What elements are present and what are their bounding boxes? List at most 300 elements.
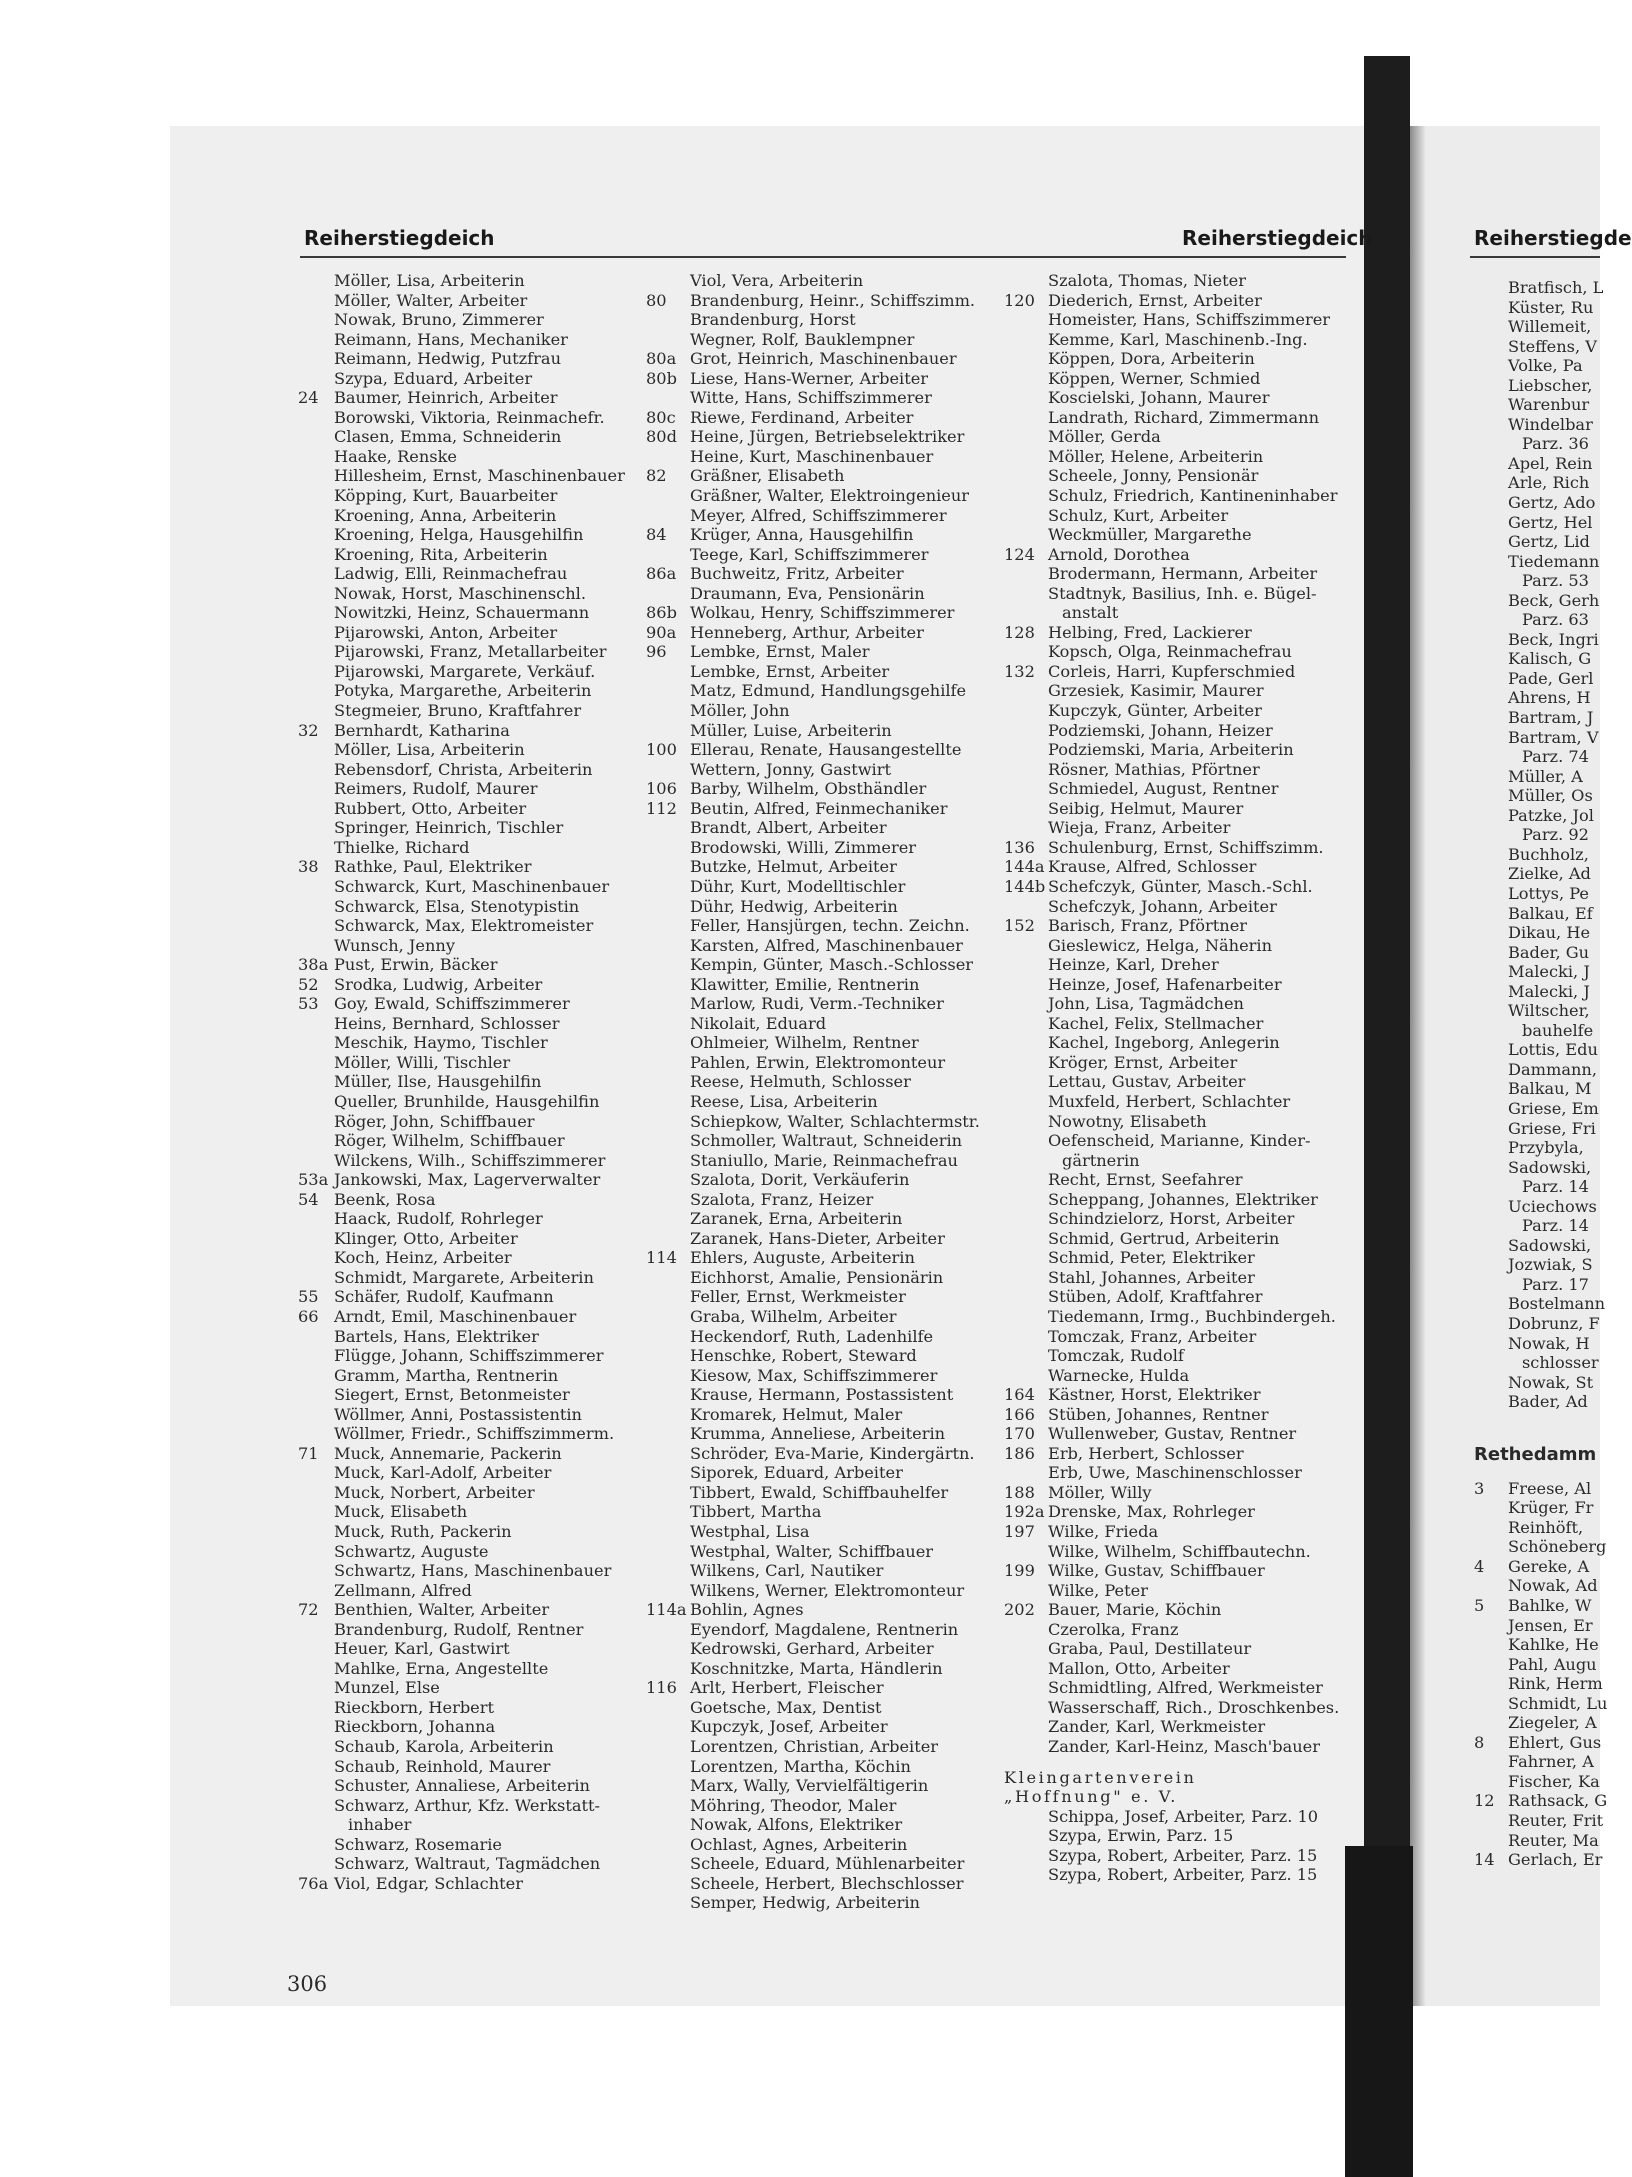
entry-text: Nowak, St — [1508, 1372, 1594, 1392]
entry-text: Arndt, Emil, Maschinenbauer — [334, 1306, 577, 1326]
entry-text: Lottys, Pe — [1508, 883, 1589, 903]
entry-text: Muck, Elisabeth — [334, 1502, 468, 1522]
entry-text: Schefczyk, Johann, Arbeiter — [1048, 896, 1277, 916]
entry-text: Oefenscheid, Marianne, Kinder- — [1048, 1131, 1311, 1151]
entry-text: Borowski, Viktoria, Reinmachefr. — [334, 407, 605, 427]
directory-entry — [1474, 1294, 1606, 1314]
entry-text: Schulz, Kurt, Arbeiter — [1048, 505, 1229, 525]
entry-text: Küster, Ru — [1508, 297, 1594, 317]
entry-text: Heinze, Karl, Dreher — [1048, 955, 1219, 975]
entry-text: Zander, Karl, Werkmeister — [1048, 1717, 1266, 1737]
entry-text: Szalota, Thomas, Nieter — [1048, 271, 1246, 290]
entry-text: Jensen, Er — [1508, 1615, 1593, 1635]
spacer — [1474, 1412, 1596, 1423]
book-spine-lower — [1345, 1846, 1413, 2177]
entry-text: Schwarck, Elsa, Stenotypistin — [334, 896, 580, 916]
entry-text: Viol, Vera, Arbeiterin — [690, 271, 864, 290]
entry-text: Muck, Karl-Adolf, Arbeiter — [334, 1463, 552, 1483]
entry-text: Rathsack, G — [1508, 1791, 1608, 1811]
entry-text: Beck, Ingri — [1508, 629, 1599, 649]
entry-text: Nowak, Bruno, Zimmerer — [334, 310, 544, 330]
directory-entry — [1474, 493, 1596, 513]
entry-text: Arle, Rich — [1508, 473, 1590, 493]
entry-text: Krüger, Anna, Hausgehilfin — [690, 525, 914, 545]
entry-text: Gertz, Ado — [1508, 493, 1596, 513]
entry-text: Bader, Gu — [1508, 942, 1590, 962]
entry-text: Kahlke, He — [1508, 1635, 1599, 1655]
entry-text: Dühr, Kurt, Modelltischler — [690, 876, 906, 896]
house-number: 96 — [646, 642, 667, 662]
directory-entry — [1474, 1098, 1599, 1119]
running-header-right: Reiherstiegdeich — [1182, 226, 1373, 250]
entry-text: Szypa, Eduard, Arbeiter — [334, 368, 533, 388]
directory-entry — [1474, 1655, 1596, 1675]
entry-text: Malecki, J — [1508, 962, 1590, 982]
entry-text: Gramm, Martha, Rentnerin — [334, 1365, 559, 1385]
entry-text: Bader, Ad — [1508, 1392, 1588, 1412]
entry-text: Gieslewicz, Helga, Näherin — [1048, 935, 1273, 955]
entry-text: Przybyla, — [1508, 1138, 1584, 1158]
entry-text: Stüben, Johannes, Rentner — [1048, 1404, 1269, 1424]
entry-text: Sadowski, — [1508, 1157, 1592, 1177]
entry-text: Staniullo, Marie, Reinmachefrau — [690, 1150, 958, 1170]
entry-text: Grzesiek, Kasimir, Maurer — [1048, 681, 1264, 701]
entry-continuation — [1474, 610, 1596, 630]
entry-text: Diederich, Ernst, Arbeiter — [1048, 290, 1262, 310]
entry-text: Stadtnyk, Basilius, Inh. e. Bügel- — [1048, 583, 1317, 603]
running-header-next-page: Reiherstiegde — [1474, 226, 1632, 250]
entry-text: Wolkau, Henry, Schiffszimmerer — [690, 603, 955, 623]
house-number: 80a — [646, 349, 677, 369]
directory-entry — [1474, 767, 1596, 787]
entry-text: Pust, Erwin, Bäcker — [334, 955, 498, 975]
entry-text: Wilkens, Werner, Elektromonteur — [690, 1580, 965, 1600]
entry-text: Arlt, Herbert, Fleischer — [690, 1678, 884, 1698]
house-number: 80d — [646, 427, 677, 447]
entry-text: Schmoller, Waltraut, Schneiderin — [690, 1131, 963, 1151]
entry-text: Nowak, Ad — [1508, 1576, 1598, 1596]
entry-text: Baumer, Heinrich, Arbeiter — [334, 388, 558, 408]
entry-text: Tiedemann, Irmg., Buchbindergeh. — [1048, 1306, 1336, 1326]
house-number: 80b — [646, 368, 677, 388]
entry-text: Griese, Em — [1508, 1098, 1599, 1118]
entry-text: Muck, Ruth, Packerin — [334, 1522, 512, 1541]
entry-text: Pijarowski, Anton, Arbeiter — [334, 622, 558, 642]
directory-entry — [1474, 356, 1596, 376]
entry-text: Apel, Rein — [1508, 453, 1593, 473]
entry-text: Heuer, Karl, Gastwirt — [334, 1639, 510, 1659]
entry-text: Czerolka, Franz — [1048, 1619, 1179, 1639]
directory-entry — [1474, 806, 1596, 826]
house-number: 86b — [646, 603, 677, 623]
entry-text: Ohlmeier, Wilhelm, Rentner — [690, 1033, 919, 1053]
entry-text: Lembke, Ernst, Arbeiter — [690, 661, 890, 681]
book-spine — [1364, 56, 1410, 1846]
entry-text: Erb, Uwe, Maschinenschlosser — [1048, 1463, 1302, 1483]
directory-entry — [1474, 1392, 1596, 1412]
entry-text: Witte, Hans, Schiffszimmerer — [690, 388, 932, 408]
entry-text: Liese, Hans-Werner, Arbeiter — [690, 368, 929, 388]
directory-entry — [1474, 1635, 1599, 1655]
directory-entry — [1474, 649, 1596, 669]
entry-text: Haake, Renske — [334, 446, 457, 466]
entry-text: Feller, Ernst, Werkmeister — [690, 1287, 906, 1307]
directory-entry — [1474, 669, 1596, 689]
house-number: 106 — [646, 779, 677, 799]
directory-entry — [1474, 1537, 1607, 1557]
entry-text: Wegner, Rolf, Bauklempner — [690, 329, 915, 349]
entry-text: Krause, Alfred, Schlosser — [1048, 857, 1257, 877]
house-number: 192a — [1004, 1502, 1045, 1522]
entry-text: Reuter, Ma — [1508, 1830, 1599, 1850]
entry-text: Schiepkow, Walter, Schlachtermstr. — [690, 1111, 980, 1131]
directory-entry — [1474, 1693, 1608, 1714]
entry-text: Pijarowski, Margarete, Verkäuf. — [334, 661, 596, 681]
entry-text: Brandenburg, Rudolf, Rentner — [334, 1619, 584, 1639]
entry-continuation — [1474, 434, 1596, 454]
house-number: 136 — [1004, 837, 1035, 857]
entry-text: Wilke, Wilhelm, Schiffbautechn. — [1048, 1541, 1311, 1561]
entry-text: Möller, Walter, Arbeiter — [334, 290, 528, 310]
entry-text: Wiltscher, — [1508, 1001, 1590, 1021]
entry-text: Köpping, Kurt, Bauarbeiter — [334, 486, 558, 506]
entry-continuation — [1474, 571, 1596, 591]
entry-text: Recht, Ernst, Seefahrer — [1048, 1170, 1243, 1190]
entry-text: Grot, Heinrich, Maschinenbauer — [690, 349, 957, 369]
entry-text: Jankowski, Max, Lagerverwalter — [334, 1170, 601, 1190]
directory-entry — [1474, 1850, 1603, 1870]
entry-text: Schaub, Reinhold, Maurer — [334, 1756, 551, 1776]
entry-text: Sadowski, — [1508, 1235, 1592, 1255]
house-number: 188 — [1004, 1482, 1035, 1502]
entry-text: inhaber — [348, 1815, 412, 1835]
entry-text: Nikolait, Eduard — [690, 1013, 827, 1033]
entry-text: Henschke, Robert, Steward — [690, 1346, 917, 1366]
entry-text: Krumma, Anneliese, Arbeiterin — [690, 1424, 946, 1444]
entry-text: Bartels, Hans, Elektriker — [334, 1326, 539, 1346]
entry-text: Kachel, Ingeborg, Anlegerin — [1048, 1033, 1280, 1053]
entry-text: Graba, Wilhelm, Arbeiter — [690, 1306, 897, 1326]
section-heading: Rethedamm — [1474, 1443, 1597, 1465]
house-number: 84 — [646, 525, 667, 545]
directory-entry — [1474, 454, 1596, 474]
entry-text: Kroening, Helga, Hausgehilfin — [334, 525, 584, 545]
directory-entry — [1474, 1771, 1600, 1792]
entry-text: Tomczak, Rudolf — [1048, 1346, 1184, 1366]
entry-continuation — [1474, 747, 1596, 767]
entry-text: Tibbert, Ewald, Schiffbauhelfer — [690, 1482, 949, 1502]
house-number: 170 — [1004, 1424, 1035, 1444]
house-number: 52 — [298, 974, 319, 994]
entry-text: Homeister, Hans, Schiffszimmerer — [1048, 310, 1331, 330]
directory-entry — [1474, 923, 1596, 943]
house-number: 80 — [646, 290, 667, 310]
entry-text: Gertz, Lid — [1508, 532, 1590, 552]
entry-text: Warenbur — [1508, 395, 1590, 415]
entry-text: Rathke, Paul, Elektriker — [334, 857, 532, 877]
entry-text: Schulz, Friedrich, Kantineninhaber — [1048, 486, 1338, 506]
directory-entry — [1474, 513, 1596, 533]
entry-text: Bostelmann — [1508, 1294, 1606, 1314]
directory-entry — [1474, 1040, 1596, 1060]
association-heading: „Hoffnung" e. V. — [1004, 1787, 1178, 1807]
entry-text: Gräßner, Walter, Elektroingenieur — [690, 486, 970, 506]
entry-text: Haack, Rudolf, Rohrleger — [334, 1209, 543, 1229]
entry-text: Springer, Heinrich, Tischler — [334, 818, 564, 838]
entry-text: Karsten, Alfred, Maschinenbauer — [690, 935, 963, 955]
entry-text: Schefczyk, Günter, Masch.-Schl. — [1048, 876, 1313, 896]
entry-text: Schippa, Josef, Arbeiter, Parz. 10 — [1048, 1806, 1319, 1826]
entry-text: Reimann, Hedwig, Putzfrau — [334, 349, 561, 369]
entry-text: Stüben, Adolf, Kraftfahrer — [1048, 1287, 1263, 1307]
entry-text: Liebscher, — [1508, 375, 1593, 395]
entry-text: Reese, Lisa, Arbeiterin — [690, 1091, 878, 1111]
spacer — [1474, 1423, 1596, 1434]
entry-text: Munzel, Else — [334, 1678, 440, 1698]
entry-text: gärtnerin — [1062, 1150, 1140, 1170]
house-number: 80c — [646, 407, 676, 427]
entry-text: Szalota, Franz, Heizer — [690, 1189, 874, 1209]
entry-continuation — [1474, 825, 1596, 845]
entry-text: Graba, Paul, Destillateur — [1048, 1639, 1252, 1659]
directory-entry — [1474, 1713, 1596, 1733]
entry-text: Queller, Brunhilde, Hausgehilfin — [334, 1091, 600, 1111]
entry-text: Goetsche, Max, Dentist — [690, 1697, 882, 1717]
directory-entry — [1474, 1576, 1596, 1596]
entry-text: Kalisch, G — [1508, 649, 1592, 669]
entry-text: Schwarck, Kurt, Maschinenbauer — [334, 876, 610, 896]
entry-text: Gertz, Hel — [1508, 512, 1593, 532]
entry-text: Buchweitz, Fritz, Arbeiter — [690, 564, 904, 584]
directory-entry — [1474, 1830, 1599, 1851]
entry-text: Röger, John, Schiffbauer — [334, 1111, 535, 1131]
entry-text: Eichhorst, Amalie, Pensionärin — [690, 1267, 944, 1287]
directory-entry — [1474, 1373, 1596, 1393]
house-number: 116 — [646, 1678, 677, 1698]
entry-text: Stegmeier, Bruno, Kraftfahrer — [334, 701, 582, 721]
entry-text: Pahlen, Erwin, Elektromonteur — [690, 1052, 946, 1072]
entry-text: Röger, Wilhelm, Schiffbauer — [334, 1131, 565, 1151]
entry-text: Ellerau, Renate, Hausangestellte — [690, 740, 962, 760]
house-number: 38a — [298, 955, 329, 975]
entry-text: Schöneberg — [1508, 1537, 1607, 1557]
entry-text: Schmidt, Margarete, Arbeiterin — [334, 1267, 594, 1287]
entry-text: Marx, Wally, Vervielfältigerin — [690, 1776, 929, 1796]
entry-text: Siporek, Eduard, Arbeiter — [690, 1463, 903, 1483]
entry-text: Wilckens, Wilh., Schiffszimmerer — [334, 1150, 606, 1170]
directory-entry — [1474, 1498, 1596, 1518]
house-number: 53a — [298, 1170, 329, 1190]
entry-text: Griese, Fri — [1508, 1118, 1596, 1138]
entry-continuation — [1474, 1216, 1596, 1236]
directory-entry — [1474, 1616, 1596, 1636]
house-number: 82 — [646, 466, 667, 486]
entry-text: Parz. 36 — [1522, 434, 1589, 454]
house-number: 144b — [1004, 876, 1046, 896]
entry-text: Rebensdorf, Christa, Arbeiterin — [334, 759, 593, 779]
entry-text: Bartram, J — [1508, 708, 1594, 728]
entry-text: Heine, Kurt, Maschinenbauer — [690, 446, 934, 466]
entry-continuation — [1474, 1021, 1596, 1041]
entry-text: Kromarek, Helmut, Maler — [690, 1404, 903, 1424]
house-number: 38 — [298, 857, 319, 877]
entry-text: Potyka, Margarethe, Arbeiterin — [334, 681, 592, 701]
entry-text: Schaub, Karola, Arbeiterin — [334, 1737, 554, 1757]
entry-text: Wilke, Frieda — [1048, 1522, 1159, 1541]
entry-text: Wullenweber, Gustav, Rentner — [1048, 1424, 1297, 1444]
entry-text: Dikau, He — [1508, 923, 1591, 943]
entry-text: Szypa, Erwin, Parz. 15 — [1048, 1826, 1234, 1846]
entry-text: Podziemski, Johann, Heizer — [1048, 720, 1273, 740]
house-number: 66 — [298, 1306, 319, 1326]
entry-text: Siegert, Ernst, Betonmeister — [334, 1385, 570, 1405]
directory-entry — [1474, 415, 1596, 435]
entry-text: Meschik, Haymo, Tischler — [334, 1033, 548, 1053]
entry-text: Rösner, Mathias, Pförtner — [1048, 759, 1260, 779]
directory-entry — [1474, 786, 1596, 806]
directory-entry — [1474, 1060, 1596, 1080]
directory-entry — [1474, 904, 1596, 924]
entry-text: Goy, Ewald, Schiffszimmerer — [334, 994, 570, 1014]
entry-text: Wilkens, Carl, Nautiker — [690, 1561, 884, 1581]
entry-text: Kröger, Ernst, Arbeiter — [1048, 1052, 1238, 1072]
entry-text: Steffens, V — [1508, 336, 1597, 356]
house-number: 90a — [646, 622, 677, 642]
entry-text: Wöllmer, Anni, Postassistentin — [334, 1404, 582, 1424]
entry-text: Brodowski, Willi, Zimmerer — [690, 837, 917, 857]
entry-text: Möller, Lisa, Arbeiterin — [334, 271, 525, 290]
directory-entry — [1474, 1313, 1600, 1334]
entry-text: Möller, Willy — [1048, 1482, 1152, 1502]
directory-entry — [1474, 317, 1596, 337]
entry-text: Kupczyk, Josef, Arbeiter — [690, 1717, 888, 1737]
entry-text: Klawitter, Emilie, Rentnerin — [690, 974, 920, 994]
entry-text: Muck, Annemarie, Packerin — [334, 1443, 562, 1463]
house-number: 202 — [1004, 1600, 1035, 1620]
house-number: 124 — [1004, 544, 1035, 564]
house-number: 55 — [298, 1287, 319, 1307]
directory-entry — [1474, 943, 1596, 963]
entry-text: Bernhardt, Katharina — [334, 720, 510, 740]
entry-text: Brandt, Albert, Arbeiter — [690, 818, 887, 838]
entry-text: Flügge, Johann, Schiffszimmerer — [334, 1346, 604, 1366]
header-rule-next-page — [1470, 256, 1600, 258]
directory-entry — [1474, 1001, 1596, 1021]
entry-continuation — [1474, 1353, 1599, 1373]
directory-entry — [1474, 727, 1599, 748]
entry-text: Parz. 53 — [1522, 571, 1589, 591]
directory-entry — [1474, 1334, 1596, 1354]
directory-entry — [1474, 1479, 1596, 1499]
directory-entry — [1474, 1596, 1596, 1616]
entry-text: Müller, Os — [1508, 786, 1593, 806]
entry-text: Heckendorf, Ruth, Ladenhilfe — [690, 1326, 934, 1346]
house-number: 54 — [298, 1189, 319, 1209]
entry-text: Landrath, Richard, Zimmermann — [1048, 407, 1319, 427]
house-number: 112 — [646, 798, 677, 818]
directory-entry — [1474, 1518, 1596, 1538]
directory-entry — [1474, 962, 1596, 982]
entry-text: Brodermann, Hermann, Arbeiter — [1048, 564, 1318, 584]
entry-text: Pade, Gerl — [1508, 668, 1594, 688]
entry-text: Srodka, Ludwig, Arbeiter — [334, 974, 543, 994]
entry-text: Malecki, J — [1508, 981, 1590, 1001]
entry-text: Barby, Wilhelm, Obsthändler — [690, 779, 927, 799]
house-number: 100 — [646, 740, 677, 760]
entry-text: Nowotny, Elisabeth — [1048, 1111, 1207, 1131]
entry-text: Wilke, Gustav, Schiffbauer — [1048, 1561, 1265, 1581]
running-header-left: Reiherstiegdeich — [304, 226, 495, 250]
entry-text: Möller, Gerda — [1048, 427, 1161, 447]
entry-text: Benthien, Walter, Arbeiter — [334, 1600, 550, 1620]
directory-entry — [1474, 551, 1600, 572]
entry-text: Tibbert, Martha — [690, 1502, 822, 1522]
directory-entry — [1474, 1158, 1596, 1178]
entry-text: Schuster, Annaliese, Arbeiterin — [334, 1776, 590, 1796]
directory-entry — [1474, 629, 1599, 650]
entry-text: Bohlin, Agnes — [690, 1600, 804, 1620]
entry-text: Kupczyk, Günter, Arbeiter — [1048, 701, 1262, 721]
house-number: 24 — [298, 388, 319, 408]
entry-text: Pijarowski, Franz, Metallarbeiter — [334, 642, 607, 662]
entry-text: Meyer, Alfred, Schiffszimmerer — [690, 505, 947, 525]
entry-text: Nowitzki, Heinz, Schauermann — [334, 603, 590, 623]
directory-entry — [1474, 1236, 1596, 1256]
entry-text: Volke, Pa — [1508, 356, 1583, 376]
entry-text: John, Lisa, Tagmädchen — [1048, 994, 1244, 1014]
directory-entry — [1474, 1674, 1603, 1694]
entry-text: Jozwiak, S — [1508, 1255, 1593, 1275]
house-number: 76a — [298, 1873, 329, 1893]
entry-text: Arnold, Dorothea — [1048, 544, 1190, 564]
entry-text: Pahl, Augu — [1508, 1654, 1597, 1674]
entry-text: Scheppang, Johannes, Elektriker — [1048, 1189, 1318, 1209]
house-number: 144a — [1004, 857, 1045, 877]
entry-text: Koscielski, Johann, Maurer — [1048, 388, 1270, 408]
entry-text: Eyendorf, Magdalene, Rentnerin — [690, 1619, 959, 1639]
entry-text: Draumann, Eva, Pensionärin — [690, 583, 925, 603]
directory-entry — [1474, 1197, 1596, 1217]
entry-text: Clasen, Emma, Schneiderin — [334, 427, 562, 447]
entry-text: Beck, Gerh — [1508, 590, 1600, 610]
entry-text: Zellmann, Alfred — [334, 1580, 472, 1600]
entry-text: Erb, Herbert, Schlosser — [1048, 1443, 1244, 1463]
directory-entry — [1474, 337, 1596, 357]
house-number: 53 — [298, 994, 319, 1014]
house-number: 114a — [646, 1600, 687, 1620]
directory-entry — [1474, 590, 1600, 611]
entry-text: Kemme, Karl, Maschinenb.-Ing. — [1048, 329, 1308, 349]
entry-text: Lorentzen, Christian, Arbeiter — [690, 1737, 939, 1757]
entry-text: Möhring, Theodor, Maler — [690, 1795, 897, 1815]
entry-text: Müller, Luise, Arbeiterin — [690, 720, 892, 740]
entry-text: Möller, Helene, Arbeiterin — [1048, 446, 1264, 466]
directory-entry — [1474, 1811, 1604, 1831]
entry-text: Warnecke, Hulda — [1048, 1365, 1190, 1385]
entry-text: Koch, Heinz, Arbeiter — [334, 1248, 512, 1268]
entry-text: Schmidtling, Alfred, Werkmeister — [1048, 1678, 1323, 1698]
entry-text: Ochlast, Agnes, Arbeiterin — [690, 1834, 908, 1854]
entry-text: Westphal, Walter, Schiffbauer — [690, 1541, 934, 1561]
entry-text: Viol, Edgar, Schlachter — [334, 1873, 523, 1893]
entry-text: Wöllmer, Friedr., Schiffszimmerm. — [334, 1424, 615, 1444]
entry-text: Parz. 17 — [1522, 1274, 1589, 1294]
directory-entry — [1474, 864, 1596, 884]
entry-text: Köppen, Dora, Arbeiterin — [1048, 349, 1255, 369]
entry-text: Parz. 92 — [1522, 825, 1589, 845]
entry-text: Ehlert, Gus — [1508, 1732, 1602, 1752]
entry-text: Gerlach, Er — [1508, 1850, 1603, 1870]
